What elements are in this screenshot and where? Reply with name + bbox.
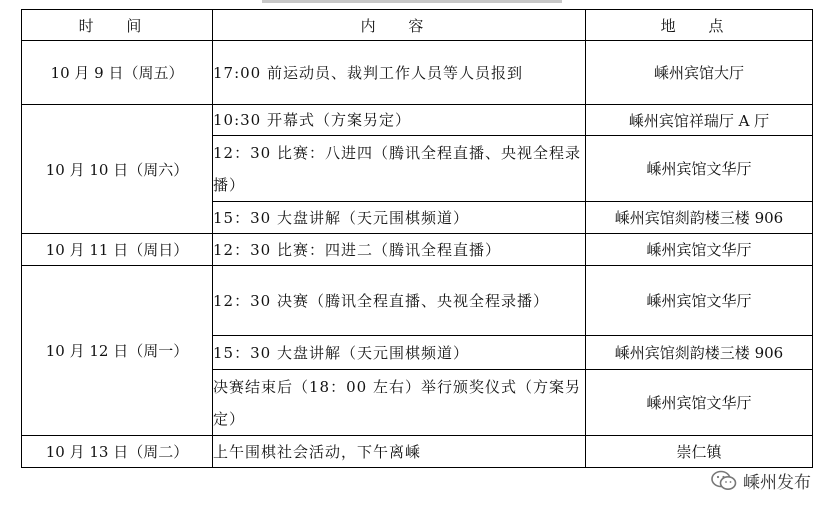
content-cell: 12：30 比赛：四进二（腾讯全程直播） xyxy=(213,234,586,266)
table-row xyxy=(22,105,813,136)
wechat-icon xyxy=(711,470,737,492)
place-cell: 嵊州宾馆祥瑞厅 A 厅 xyxy=(586,105,813,136)
place-cell: 嵊州宾馆文华厅 xyxy=(586,266,813,336)
time-cell: 10 月 12 日（周一） xyxy=(22,266,213,436)
schedule-table xyxy=(21,9,813,468)
content-cell: 15：30 大盘讲解（天元围棋频道） xyxy=(213,336,586,370)
place-cell: 嵊州宾馆剡韵楼三楼 906 xyxy=(586,336,813,370)
content-cell: 15：30 大盘讲解（天元围棋频道） xyxy=(213,202,586,234)
content-cell: 10:30 开幕式（方案另定） xyxy=(213,105,586,136)
place-cell: 嵊州宾馆大厅 xyxy=(586,41,813,105)
table-row xyxy=(22,266,813,336)
table-header-row xyxy=(22,10,813,41)
place-cell: 嵊州宾馆文华厅 xyxy=(586,136,813,202)
watermark-text: 嵊州发布 xyxy=(743,473,811,493)
place-cell: 嵊州宾馆文华厅 xyxy=(586,234,813,266)
time-cell: 10 月 9 日（周五） xyxy=(22,41,213,105)
place-cell: 嵊州宾馆文华厅 xyxy=(586,370,813,436)
content-cell: 17:00 前运动员、裁判工作人员等人员报到 xyxy=(213,41,586,105)
time-cell: 10 月 13 日（周二） xyxy=(22,436,213,468)
place-cell: 嵊州宾馆剡韵楼三楼 906 xyxy=(586,202,813,234)
content-cell: 12：30 比赛：八进四（腾讯全程直播、央视全程录播） xyxy=(213,136,586,202)
header-time: 时 间 xyxy=(22,10,213,41)
place-cell: 崇仁镇 xyxy=(586,436,813,468)
time-cell: 10 月 10 日（周六） xyxy=(22,105,213,234)
top-strip xyxy=(262,0,562,3)
header-place: 地 点 xyxy=(586,10,813,41)
table-row xyxy=(22,234,813,266)
content-cell: 决赛结束后（18：00 左右）举行颁奖仪式（方案另定） xyxy=(213,370,586,436)
watermark xyxy=(711,468,811,493)
table-row xyxy=(22,41,813,105)
table-row xyxy=(22,436,813,468)
header-content: 内 容 xyxy=(213,10,586,41)
time-cell: 10 月 11 日（周日） xyxy=(22,234,213,266)
content-cell: 上午围棋社会活动，下午离嵊 xyxy=(213,436,586,468)
content-cell: 12：30 决赛（腾讯全程直播、央视全程录播） xyxy=(213,266,586,336)
